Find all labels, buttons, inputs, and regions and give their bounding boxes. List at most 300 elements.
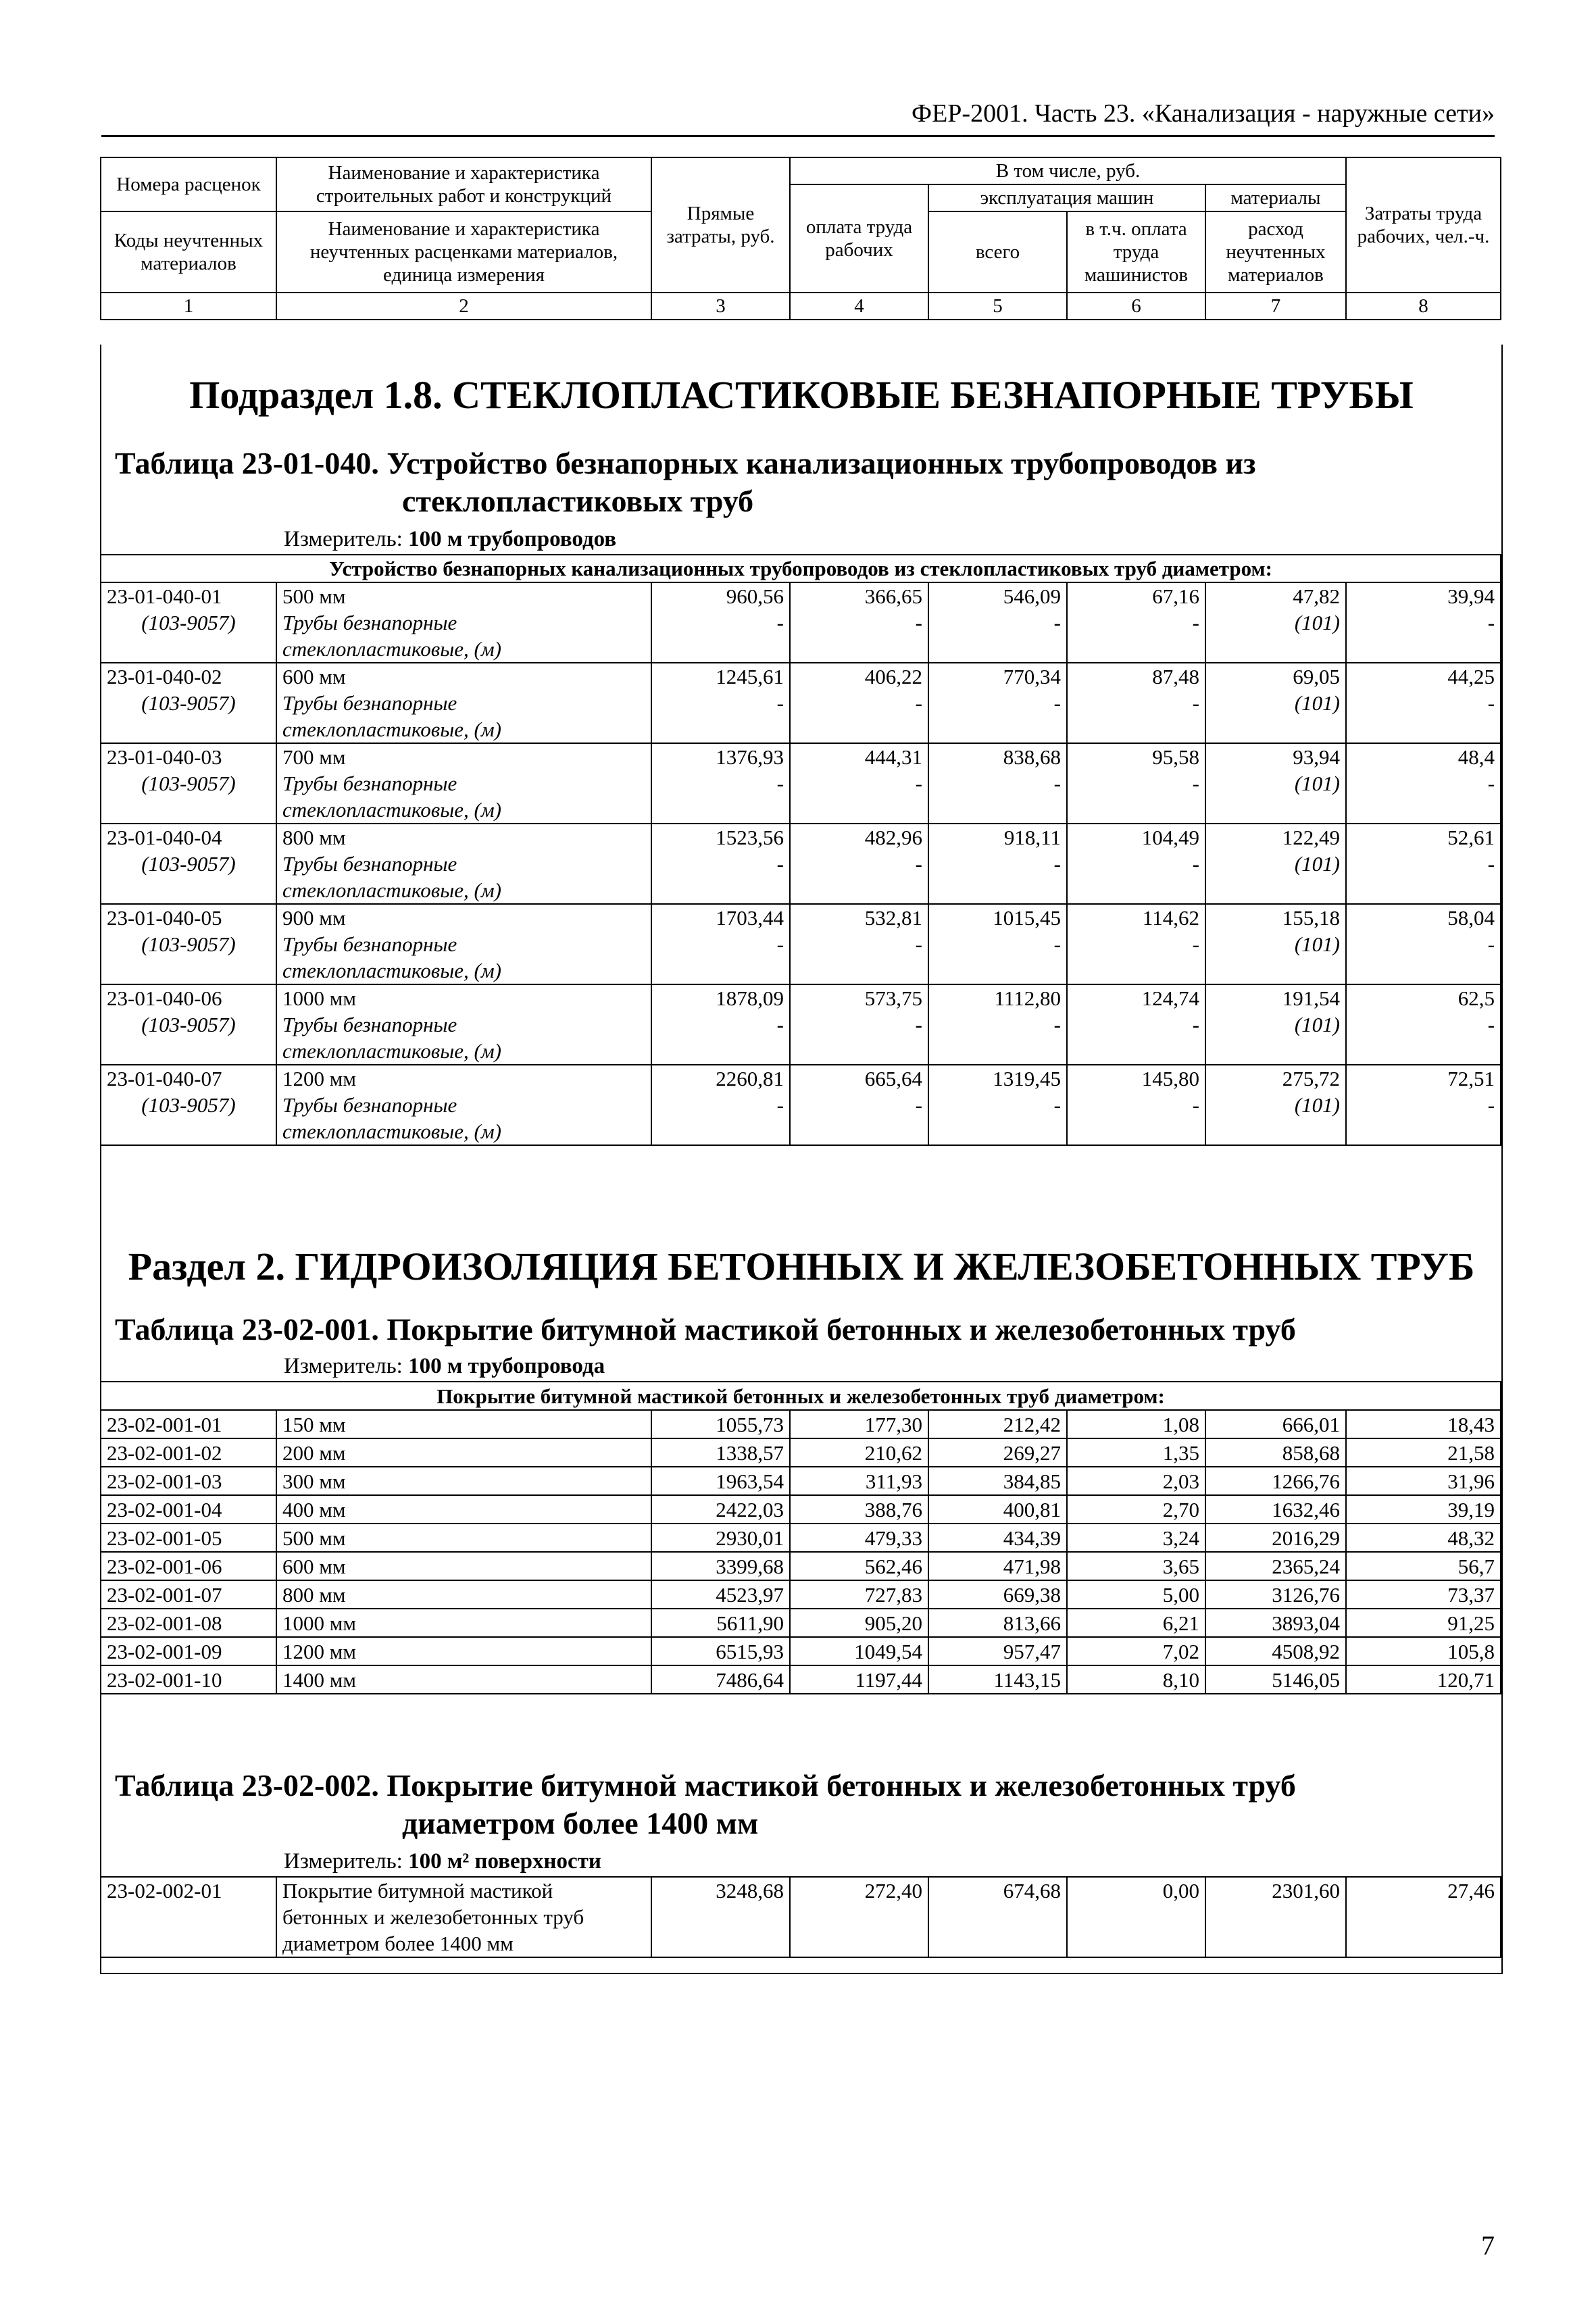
material-name-line1: Трубы безнапорные — [276, 770, 651, 797]
machinists-pay: 1,35 — [1067, 1438, 1205, 1467]
dash: - — [651, 770, 790, 797]
labor-pay: 562,46 — [790, 1552, 928, 1580]
span-row: Устройство безнапорных канализационных трубопроводов из стеклопластиковых труб диаметром: — [101, 555, 1501, 582]
col-number-8: 8 — [1346, 293, 1501, 320]
table-row — [101, 1637, 1501, 1665]
including-header: В том числе, руб. — [790, 157, 1346, 184]
empty-cell — [651, 636, 790, 663]
machines-total: 669,38 — [928, 1580, 1067, 1609]
materials: 155,18 — [1205, 904, 1346, 931]
table-row — [101, 1495, 1501, 1524]
material-name-line1: Трубы безнапорные — [276, 851, 651, 877]
work-name: 800 мм — [276, 1580, 651, 1609]
empty-cell — [1205, 877, 1346, 904]
labor-pay: 479,33 — [790, 1524, 928, 1552]
rate-code: 23-01-040-02 — [101, 663, 276, 690]
rate-code: 23-02-001-08 — [101, 1609, 276, 1637]
table-row — [101, 1552, 1501, 1580]
dash: - — [928, 690, 1067, 716]
dash: - — [651, 851, 790, 877]
col-number-2: 2 — [276, 293, 651, 320]
dash: - — [928, 770, 1067, 797]
empty-cell — [790, 797, 928, 824]
subsection-1-8 — [100, 345, 1503, 1206]
labor-pay: 210,62 — [790, 1438, 928, 1467]
labor-hours: 39,94 — [1346, 582, 1501, 609]
machinists-pay: 3,24 — [1067, 1524, 1205, 1552]
materials: 275,72 — [1205, 1065, 1346, 1092]
labor-hours: 48,32 — [1346, 1524, 1501, 1552]
measure-label: Измеритель: — [284, 1354, 403, 1378]
empty-cell — [1067, 1038, 1205, 1065]
empty-cell — [1067, 1118, 1205, 1145]
table-row — [101, 1665, 1501, 1694]
table-row — [101, 1065, 1501, 1092]
empty-cell — [1067, 877, 1205, 904]
material-row — [101, 851, 1501, 877]
work-name: 1200 мм — [276, 1637, 651, 1665]
dash: - — [1067, 770, 1205, 797]
labor-pay: 311,93 — [790, 1467, 928, 1495]
work-name: 1400 мм — [276, 1665, 651, 1694]
work-name: 300 мм — [276, 1467, 651, 1495]
materials: 1266,76 — [1205, 1467, 1346, 1495]
empty-cell — [651, 1038, 790, 1065]
dash: - — [1346, 1011, 1501, 1038]
labor-hours: 44,25 — [1346, 663, 1501, 690]
work-name: 150 мм — [276, 1410, 651, 1438]
machines-total: 674,68 — [928, 1877, 1067, 1904]
labor-pay: 727,83 — [790, 1580, 928, 1609]
machinists-pay: 0,00 — [1067, 1877, 1205, 1904]
machines-header: эксплуатация машин — [928, 184, 1205, 211]
machinists-pay: 8,10 — [1067, 1665, 1205, 1694]
labor-pay: 573,75 — [790, 984, 928, 1011]
column-header-table — [100, 157, 1501, 320]
direct-cost: 4523,97 — [651, 1580, 790, 1609]
material-name-line2: стеклопластиковые, (м) — [276, 716, 651, 743]
direct-cost: 3248,68 — [651, 1877, 790, 1904]
machinists-pay: 7,02 — [1067, 1637, 1205, 1665]
empty-cell — [790, 1038, 928, 1065]
machines-total: 269,27 — [928, 1438, 1067, 1467]
empty-cell — [1346, 716, 1501, 743]
empty-cell — [1205, 636, 1346, 663]
rate-code: 23-01-040-01 — [101, 582, 276, 609]
empty-cell — [1067, 636, 1205, 663]
table-row — [101, 1524, 1501, 1552]
material-code: (103-9057) — [101, 1092, 276, 1118]
direct-cost: 2260,81 — [651, 1065, 790, 1092]
labor-pay: 444,31 — [790, 743, 928, 770]
col-number-3: 3 — [651, 293, 790, 320]
measure-value: 100 м² поверхности — [408, 1849, 601, 1873]
direct-cost: 7486,64 — [651, 1665, 790, 1694]
rate-code: 23-02-001-05 — [101, 1524, 276, 1552]
table-23-01-040 — [100, 554, 1501, 1146]
material-code: (103-9057) — [101, 851, 276, 877]
material-code: (103-9057) — [101, 1011, 276, 1038]
table-row — [101, 1609, 1501, 1637]
table-23-02-001-title: Таблица 23-02-001. Покрытие битумной мастикой бетонных и железобетонных труб — [115, 1312, 1296, 1347]
dash: - — [1346, 609, 1501, 636]
labor-hours: 39,19 — [1346, 1495, 1501, 1524]
labor-hours: 58,04 — [1346, 904, 1501, 931]
dash: - — [1067, 931, 1205, 957]
empty-cell — [928, 716, 1067, 743]
empty-cell — [1346, 797, 1501, 824]
machinists-pay: 2,03 — [1067, 1467, 1205, 1495]
machines-total: 813,66 — [928, 1609, 1067, 1637]
material-ref: (101) — [1205, 931, 1346, 957]
material-ref: (101) — [1205, 1092, 1346, 1118]
labor-hours: 62,5 — [1346, 984, 1501, 1011]
measure-line-3 — [101, 1846, 1501, 1876]
labor-hours: 21,58 — [1346, 1438, 1501, 1467]
measure-value: 100 м трубопровода — [408, 1354, 605, 1378]
dash: - — [1067, 609, 1205, 636]
machinists-pay: 2,70 — [1067, 1495, 1205, 1524]
materials: 2365,24 — [1205, 1552, 1346, 1580]
material-code: (103-9057) — [101, 690, 276, 716]
dash: - — [651, 690, 790, 716]
material-code: (103-9057) — [101, 609, 276, 636]
col5-header: всего — [928, 211, 1067, 293]
labor-pay: 665,64 — [790, 1065, 928, 1092]
work-name: 700 мм — [276, 743, 651, 770]
empty-cell — [790, 716, 928, 743]
direct-cost: 1338,57 — [651, 1438, 790, 1467]
materials: 2301,60 — [1205, 1877, 1346, 1904]
machinists-pay: 3,65 — [1067, 1552, 1205, 1580]
material-row-cont — [101, 1038, 1501, 1065]
materials: 1632,46 — [1205, 1495, 1346, 1524]
col7-header: расход неучтенных материалов — [1205, 211, 1346, 293]
material-name-line2: стеклопластиковые, (м) — [276, 797, 651, 824]
labor-hours: 27,46 — [1346, 1877, 1501, 1904]
table-23-02-002-title-line2: диаметром более 1400 мм — [402, 1806, 759, 1840]
table-row — [101, 1467, 1501, 1495]
work-name: 500 мм — [276, 582, 651, 609]
material-row-cont — [101, 1118, 1501, 1145]
material-name-line2: стеклопластиковые, (м) — [276, 957, 651, 984]
rate-code: 23-02-001-07 — [101, 1580, 276, 1609]
span-row: Покрытие битумной мастикой бетонных и железобетонных труб диаметром: — [101, 1382, 1501, 1410]
table-23-01-040-title-line1: Таблица 23-01-040. Устройство безнапорных канализационных трубопроводов из — [115, 446, 1256, 480]
dash: - — [790, 690, 928, 716]
machines-total: 384,85 — [928, 1467, 1067, 1495]
table-23-02-002-title-line1: Таблица 23-02-002. Покрытие битумной мастикой бетонных и железобетонных труб — [115, 1768, 1296, 1803]
labor-hours: 18,43 — [1346, 1410, 1501, 1438]
measure-line — [101, 524, 1501, 554]
machinists-pay: 124,74 — [1067, 984, 1205, 1011]
material-name-line2: стеклопластиковые, (м) — [276, 877, 651, 904]
labor-pay: 388,76 — [790, 1495, 928, 1524]
machines-total: 1112,80 — [928, 984, 1067, 1011]
labor-pay: 406,22 — [790, 663, 928, 690]
dash: - — [651, 609, 790, 636]
machines-total: 434,39 — [928, 1524, 1067, 1552]
measure-line-2 — [101, 1351, 1501, 1381]
col4-header: оплата труда рабочих — [790, 184, 928, 293]
table-row — [101, 1410, 1501, 1438]
rate-code: 23-01-040-03 — [101, 743, 276, 770]
dash: - — [1067, 851, 1205, 877]
work-name: 500 мм — [276, 1524, 651, 1552]
empty-cell — [1346, 877, 1501, 904]
work-name: 600 мм — [276, 663, 651, 690]
material-row-cont — [101, 957, 1501, 984]
machines-total: 400,81 — [928, 1495, 1067, 1524]
work-name: 1000 мм — [276, 1609, 651, 1637]
labor-pay: 532,81 — [790, 904, 928, 931]
dash: - — [1346, 770, 1501, 797]
material-row — [101, 770, 1501, 797]
col-number-4: 4 — [790, 293, 928, 320]
material-name-line1: Трубы безнапорные — [276, 931, 651, 957]
empty-cell — [928, 1038, 1067, 1065]
empty-cell — [651, 716, 790, 743]
labor-hours: 52,61 — [1346, 824, 1501, 851]
material-name-line1: Трубы безнапорные — [276, 609, 651, 636]
dash: - — [1067, 1092, 1205, 1118]
labor-pay: 272,40 — [790, 1877, 928, 1904]
direct-cost: 2930,01 — [651, 1524, 790, 1552]
empty-cell — [1205, 797, 1346, 824]
materials: 69,05 — [1205, 663, 1346, 690]
machinists-pay: 87,48 — [1067, 663, 1205, 690]
table-row — [101, 904, 1501, 931]
table-row — [101, 1438, 1501, 1467]
rate-code: 23-02-001-04 — [101, 1495, 276, 1524]
empty-cell — [1346, 957, 1501, 984]
work-name: 1000 мм — [276, 984, 651, 1011]
dash: - — [928, 1011, 1067, 1038]
material-name-line2: стеклопластиковые, (м) — [276, 1118, 651, 1145]
material-name-line2: стеклопластиковые, (м) — [276, 636, 651, 663]
direct-cost: 1878,09 — [651, 984, 790, 1011]
empty-cell — [928, 957, 1067, 984]
work-name: 900 мм — [276, 904, 651, 931]
labor-pay: 482,96 — [790, 824, 928, 851]
col1-top-header: Номера расценок — [101, 157, 276, 211]
machines-total: 471,98 — [928, 1552, 1067, 1580]
machinists-pay: 114,62 — [1067, 904, 1205, 931]
materials: 2016,29 — [1205, 1524, 1346, 1552]
material-ref: (101) — [1205, 609, 1346, 636]
dash: - — [651, 1011, 790, 1038]
direct-cost: 3399,68 — [651, 1552, 790, 1580]
materials: 47,82 — [1205, 582, 1346, 609]
work-name: 600 мм — [276, 1552, 651, 1580]
dash: - — [651, 1092, 790, 1118]
empty-cell — [651, 877, 790, 904]
machinists-pay: 95,58 — [1067, 743, 1205, 770]
dash: - — [928, 1092, 1067, 1118]
section-title: Раздел 2. ГИДРОИЗОЛЯЦИЯ БЕТОННЫХ И ЖЕЛЕЗОБЕТОННЫХ ТРУБ — [128, 1244, 1475, 1288]
empty-cell — [1067, 797, 1205, 824]
col2-bottom-header: Наименование и характеристика неучтенных расценками материалов, единица измерения — [276, 211, 651, 293]
direct-cost: 1523,56 — [651, 824, 790, 851]
machines-total: 918,11 — [928, 824, 1067, 851]
materials-header: материалы — [1205, 184, 1346, 211]
dash: - — [790, 851, 928, 877]
empty-cell — [928, 636, 1067, 663]
table-row — [101, 743, 1501, 770]
dash: - — [928, 609, 1067, 636]
dash: - — [1346, 931, 1501, 957]
col6-header: в т.ч. оплата труда машинистов — [1067, 211, 1205, 293]
empty-cell — [101, 1118, 276, 1145]
measure-label: Измеритель: — [284, 527, 403, 551]
material-ref: (101) — [1205, 770, 1346, 797]
table-row — [101, 824, 1501, 851]
measure-label: Измеритель: — [284, 1849, 403, 1873]
work-name: 400 мм — [276, 1495, 651, 1524]
dash: - — [1067, 1011, 1205, 1038]
direct-cost: 2422,03 — [651, 1495, 790, 1524]
material-name-line1: Трубы безнапорные — [276, 1011, 651, 1038]
dash: - — [1346, 851, 1501, 877]
dash: - — [790, 609, 928, 636]
machinists-pay: 1,08 — [1067, 1410, 1205, 1438]
direct-cost: 1055,73 — [651, 1410, 790, 1438]
dash: - — [928, 931, 1067, 957]
empty-cell — [928, 877, 1067, 904]
empty-cell — [928, 1118, 1067, 1145]
material-name-line1: Трубы безнапорные — [276, 1092, 651, 1118]
empty-cell — [790, 636, 928, 663]
labor-pay: 905,20 — [790, 1609, 928, 1637]
material-name-line2: стеклопластиковые, (м) — [276, 1038, 651, 1065]
work-name: 800 мм — [276, 824, 651, 851]
work-name-line1: Покрытие битумной мастикой — [276, 1877, 651, 1904]
rate-code: 23-02-001-09 — [101, 1637, 276, 1665]
dash: - — [928, 851, 1067, 877]
materials: 3893,04 — [1205, 1609, 1346, 1637]
machinists-pay: 104,49 — [1067, 824, 1205, 851]
materials: 93,94 — [1205, 743, 1346, 770]
dash: - — [1067, 690, 1205, 716]
material-code: (103-9057) — [101, 770, 276, 797]
work-name: 1200 мм — [276, 1065, 651, 1092]
page-number: 7 — [1481, 2230, 1495, 2261]
direct-cost: 1703,44 — [651, 904, 790, 931]
col-number-1: 1 — [101, 293, 276, 320]
material-row-cont — [101, 716, 1501, 743]
rate-code: 23-01-040-05 — [101, 904, 276, 931]
empty-cell — [101, 1038, 276, 1065]
machinists-pay: 67,16 — [1067, 582, 1205, 609]
empty-cell — [1346, 636, 1501, 663]
labor-hours: 105,8 — [1346, 1637, 1501, 1665]
material-row — [101, 1011, 1501, 1038]
material-row — [101, 609, 1501, 636]
col2-top-header: Наименование и характеристика строительных работ и конструкций — [276, 157, 651, 211]
materials: 858,68 — [1205, 1438, 1346, 1467]
work-name-line3: диаметром более 1400 мм — [276, 1930, 651, 1957]
material-row — [101, 931, 1501, 957]
table-23-02-001 — [100, 1381, 1501, 1694]
direct-cost: 5611,90 — [651, 1609, 790, 1637]
dash: - — [1346, 1092, 1501, 1118]
empty-cell — [1205, 1118, 1346, 1145]
rate-code: 23-02-001-01 — [101, 1410, 276, 1438]
direct-cost: 960,56 — [651, 582, 790, 609]
table-23-01-040-title-line2: стеклопластиковых труб — [402, 484, 754, 518]
material-ref: (101) — [1205, 1011, 1346, 1038]
labor-hours: 120,71 — [1346, 1665, 1501, 1694]
material-code: (103-9057) — [101, 931, 276, 957]
machines-total: 770,34 — [928, 663, 1067, 690]
empty-cell — [1205, 957, 1346, 984]
labor-pay: 366,65 — [790, 582, 928, 609]
labor-hours: 56,7 — [1346, 1552, 1501, 1580]
machines-total: 838,68 — [928, 743, 1067, 770]
machines-total: 212,42 — [928, 1410, 1067, 1438]
table-row — [101, 984, 1501, 1011]
labor-pay: 1049,54 — [790, 1637, 928, 1665]
material-ref: (101) — [1205, 690, 1346, 716]
work-name: 200 мм — [276, 1438, 651, 1467]
materials: 3126,76 — [1205, 1580, 1346, 1609]
rate-code: 23-02-001-03 — [101, 1467, 276, 1495]
empty-cell — [790, 1118, 928, 1145]
material-row-cont — [101, 877, 1501, 904]
empty-cell — [1205, 1038, 1346, 1065]
direct-cost: 6515,93 — [651, 1637, 790, 1665]
direct-cost: 1245,61 — [651, 663, 790, 690]
materials: 5146,05 — [1205, 1665, 1346, 1694]
rate-code: 23-01-040-04 — [101, 824, 276, 851]
empty-cell — [101, 716, 276, 743]
empty-cell — [651, 957, 790, 984]
direct-cost: 1376,93 — [651, 743, 790, 770]
dash: - — [790, 931, 928, 957]
col-number-7: 7 — [1205, 293, 1346, 320]
col1-bottom-header: Коды неучтенных материалов — [101, 211, 276, 293]
machinists-pay: 5,00 — [1067, 1580, 1205, 1609]
labor-hours: 31,96 — [1346, 1467, 1501, 1495]
rate-code: 23-02-001-06 — [101, 1552, 276, 1580]
empty-cell — [1346, 1118, 1501, 1145]
labor-hours: 73,37 — [1346, 1580, 1501, 1609]
material-ref: (101) — [1205, 851, 1346, 877]
col-number-5: 5 — [928, 293, 1067, 320]
table-row — [101, 663, 1501, 690]
labor-pay: 177,30 — [790, 1410, 928, 1438]
empty-cell — [101, 957, 276, 984]
machinists-pay: 145,80 — [1067, 1065, 1205, 1092]
material-row-cont — [101, 636, 1501, 663]
rate-code: 23-01-040-06 — [101, 984, 276, 1011]
empty-cell — [101, 877, 276, 904]
empty-cell — [1205, 716, 1346, 743]
machinists-pay: 6,21 — [1067, 1609, 1205, 1637]
dash: - — [651, 931, 790, 957]
empty-cell — [1346, 1038, 1501, 1065]
work-name-line2: бетонных и железобетонных труб — [276, 1904, 651, 1930]
empty-cell — [928, 797, 1067, 824]
dash: - — [1346, 690, 1501, 716]
empty-cell — [101, 797, 276, 824]
materials: 122,49 — [1205, 824, 1346, 851]
table-23-02-002 — [100, 1876, 1501, 1958]
rate-code: 23-02-001-02 — [101, 1438, 276, 1467]
material-row — [101, 690, 1501, 716]
measure-value: 100 м трубопроводов — [408, 527, 617, 551]
empty-cell — [651, 1118, 790, 1145]
